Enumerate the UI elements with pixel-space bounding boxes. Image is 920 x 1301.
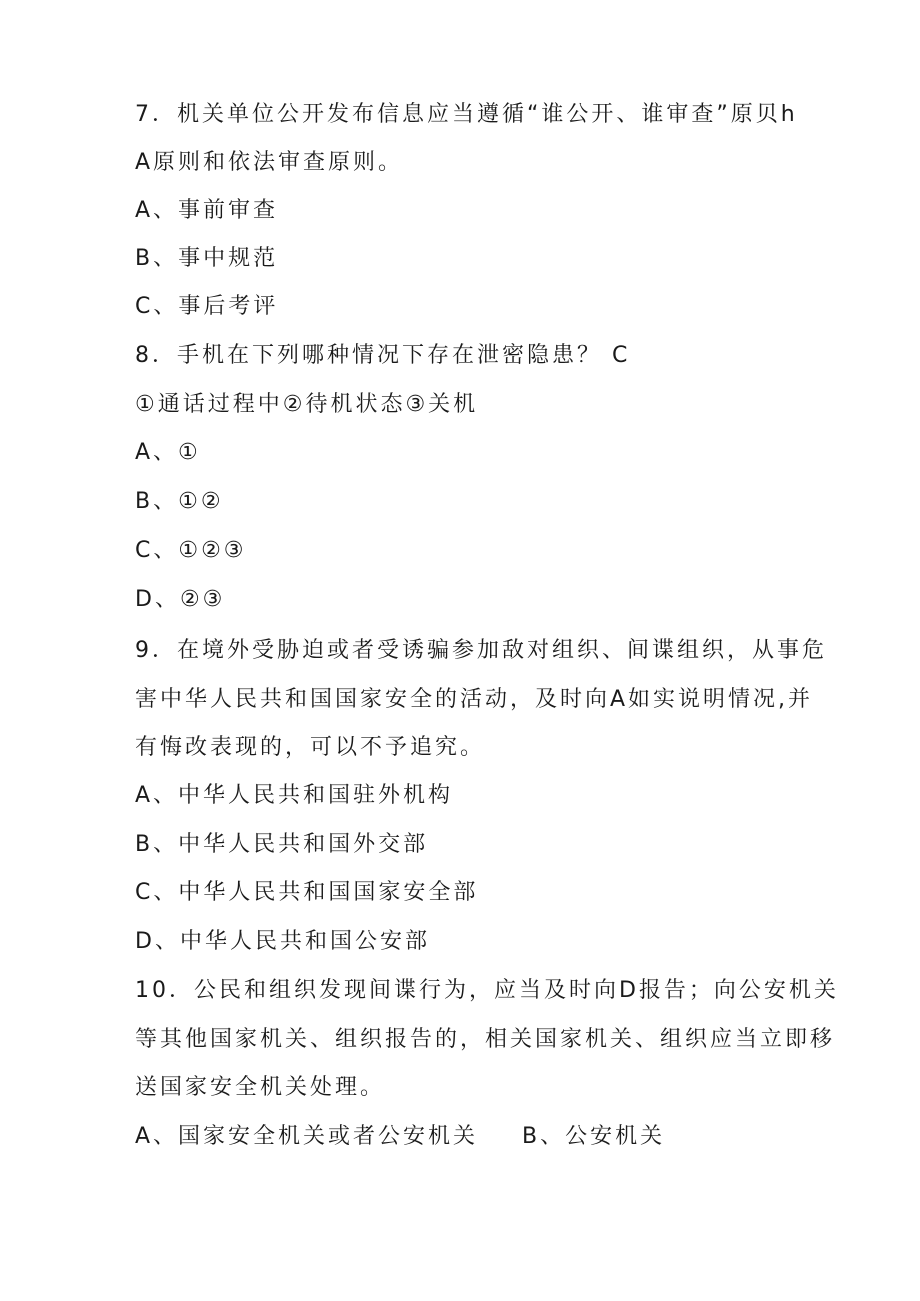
q7-option-c: C、事后考评: [135, 294, 279, 319]
q10-stem-line3: 送国家安全机关处理。: [135, 1075, 386, 1100]
q8-stem-line2: ①通话过程中②待机状态③关机: [135, 392, 479, 417]
q8-stem-line1: 8．手机在下列哪种情况下存在泄密隐患？ C: [135, 343, 631, 368]
q8-option-c: C、①②③: [135, 538, 247, 563]
q9-option-b: B、中华人民共和国外交部: [135, 832, 429, 857]
q7-stem-line2: A原则和依法审查原则。: [135, 150, 404, 175]
q10-stem-line2: 等其他国家机关、组织报告的，相关国家机关、组织应当立即移: [135, 1027, 836, 1052]
q9-option-c: C、中华人民共和国国家安全部: [135, 880, 479, 905]
q8-option-a: A、①: [135, 440, 201, 465]
q9-stem-line1: 9．在境外受胁迫或者受诱骗参加敌对组织、间谍组织，从事危: [135, 638, 827, 663]
q10-option-b: B、公安机关: [522, 1124, 666, 1149]
q7-option-a: A、事前审查: [135, 198, 279, 223]
q8-option-d: D、②③: [135, 587, 226, 612]
q9-stem-line3: 有悔改表现的，可以不予追究。: [135, 735, 486, 760]
q7-option-b: B、事中规范: [135, 246, 279, 271]
q8-option-b: B、①②: [135, 489, 224, 514]
q10-stem-line1: 10．公民和组织发现间谍行为，应当及时向D报告；向公安机关: [135, 978, 839, 1003]
q9-option-d: D、中华人民共和国公安部: [135, 929, 430, 954]
q10-option-a: A、国家安全机关或者公安机关: [135, 1124, 479, 1149]
q9-stem-line2: 害中华人民共和国国家安全的活动，及时向A如实说明情况,并: [135, 687, 814, 712]
q7-stem-line1: 7．机关单位公开发布信息应当遵循“谁公开、谁审查”原贝h: [135, 102, 798, 127]
q9-option-a: A、中华人民共和国驻外机构: [135, 783, 454, 808]
